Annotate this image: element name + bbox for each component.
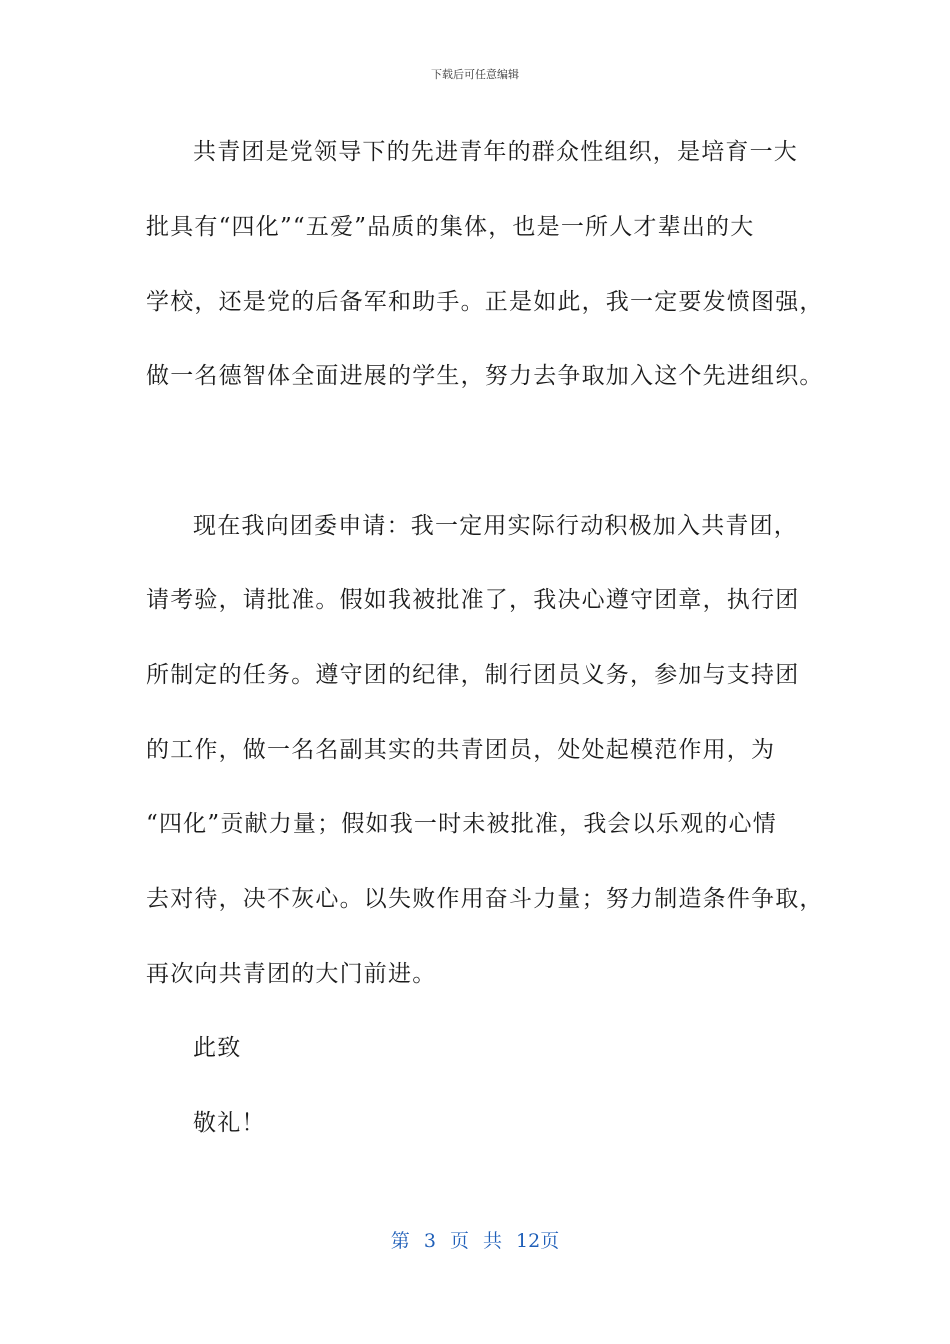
paragraph-1-line-1: 共青团是党领导下的先进青年的群众性组织，是培育一大: [193, 139, 798, 165]
paragraph-1-line-2: 批具有“四化”“五爱”品质的集体，也是一所人才辈出的大: [146, 214, 755, 240]
closing-jingli: 敬礼！: [193, 1110, 266, 1136]
paragraph-2-line-5: “四化”贡献力量；假如我一时未被批准，我会以乐观的心情: [146, 811, 777, 837]
paragraph-1-line-4: 做一名德智体全面进展的学生，努力去争取加入这个先进组织。: [146, 363, 824, 389]
paragraph-2-line-7: 再次向共青团的大门前进。: [146, 961, 437, 987]
page-number-footer: 第 3 页 共 12页: [390, 1230, 560, 1252]
paragraph-2-line-3: 所制定的任务。遵守团的纪律，制行团员义务，参加与支持团: [146, 662, 800, 688]
paragraph-2-line-2: 请考验，请批准。假如我被批准了，我决心遵守团章，执行团: [146, 587, 800, 613]
paragraph-1-line-3: 学校，还是党的后备军和助手。正是如此，我一定要发愤图强，: [146, 289, 824, 315]
closing-cizhi: 此致: [193, 1035, 242, 1061]
paragraph-2-line-1: 现在我向团委申请：我一定用实际行动积极加入共青团，: [193, 513, 798, 539]
paragraph-2-line-6: 去对待，决不灰心。以失败作用奋斗力量；努力制造条件争取，: [146, 886, 824, 912]
page-header: 下载后可任意编辑: [431, 68, 519, 81]
paragraph-2-line-4: 的工作，做一名名副其实的共青团员，处处起模范作用，为: [146, 737, 776, 763]
